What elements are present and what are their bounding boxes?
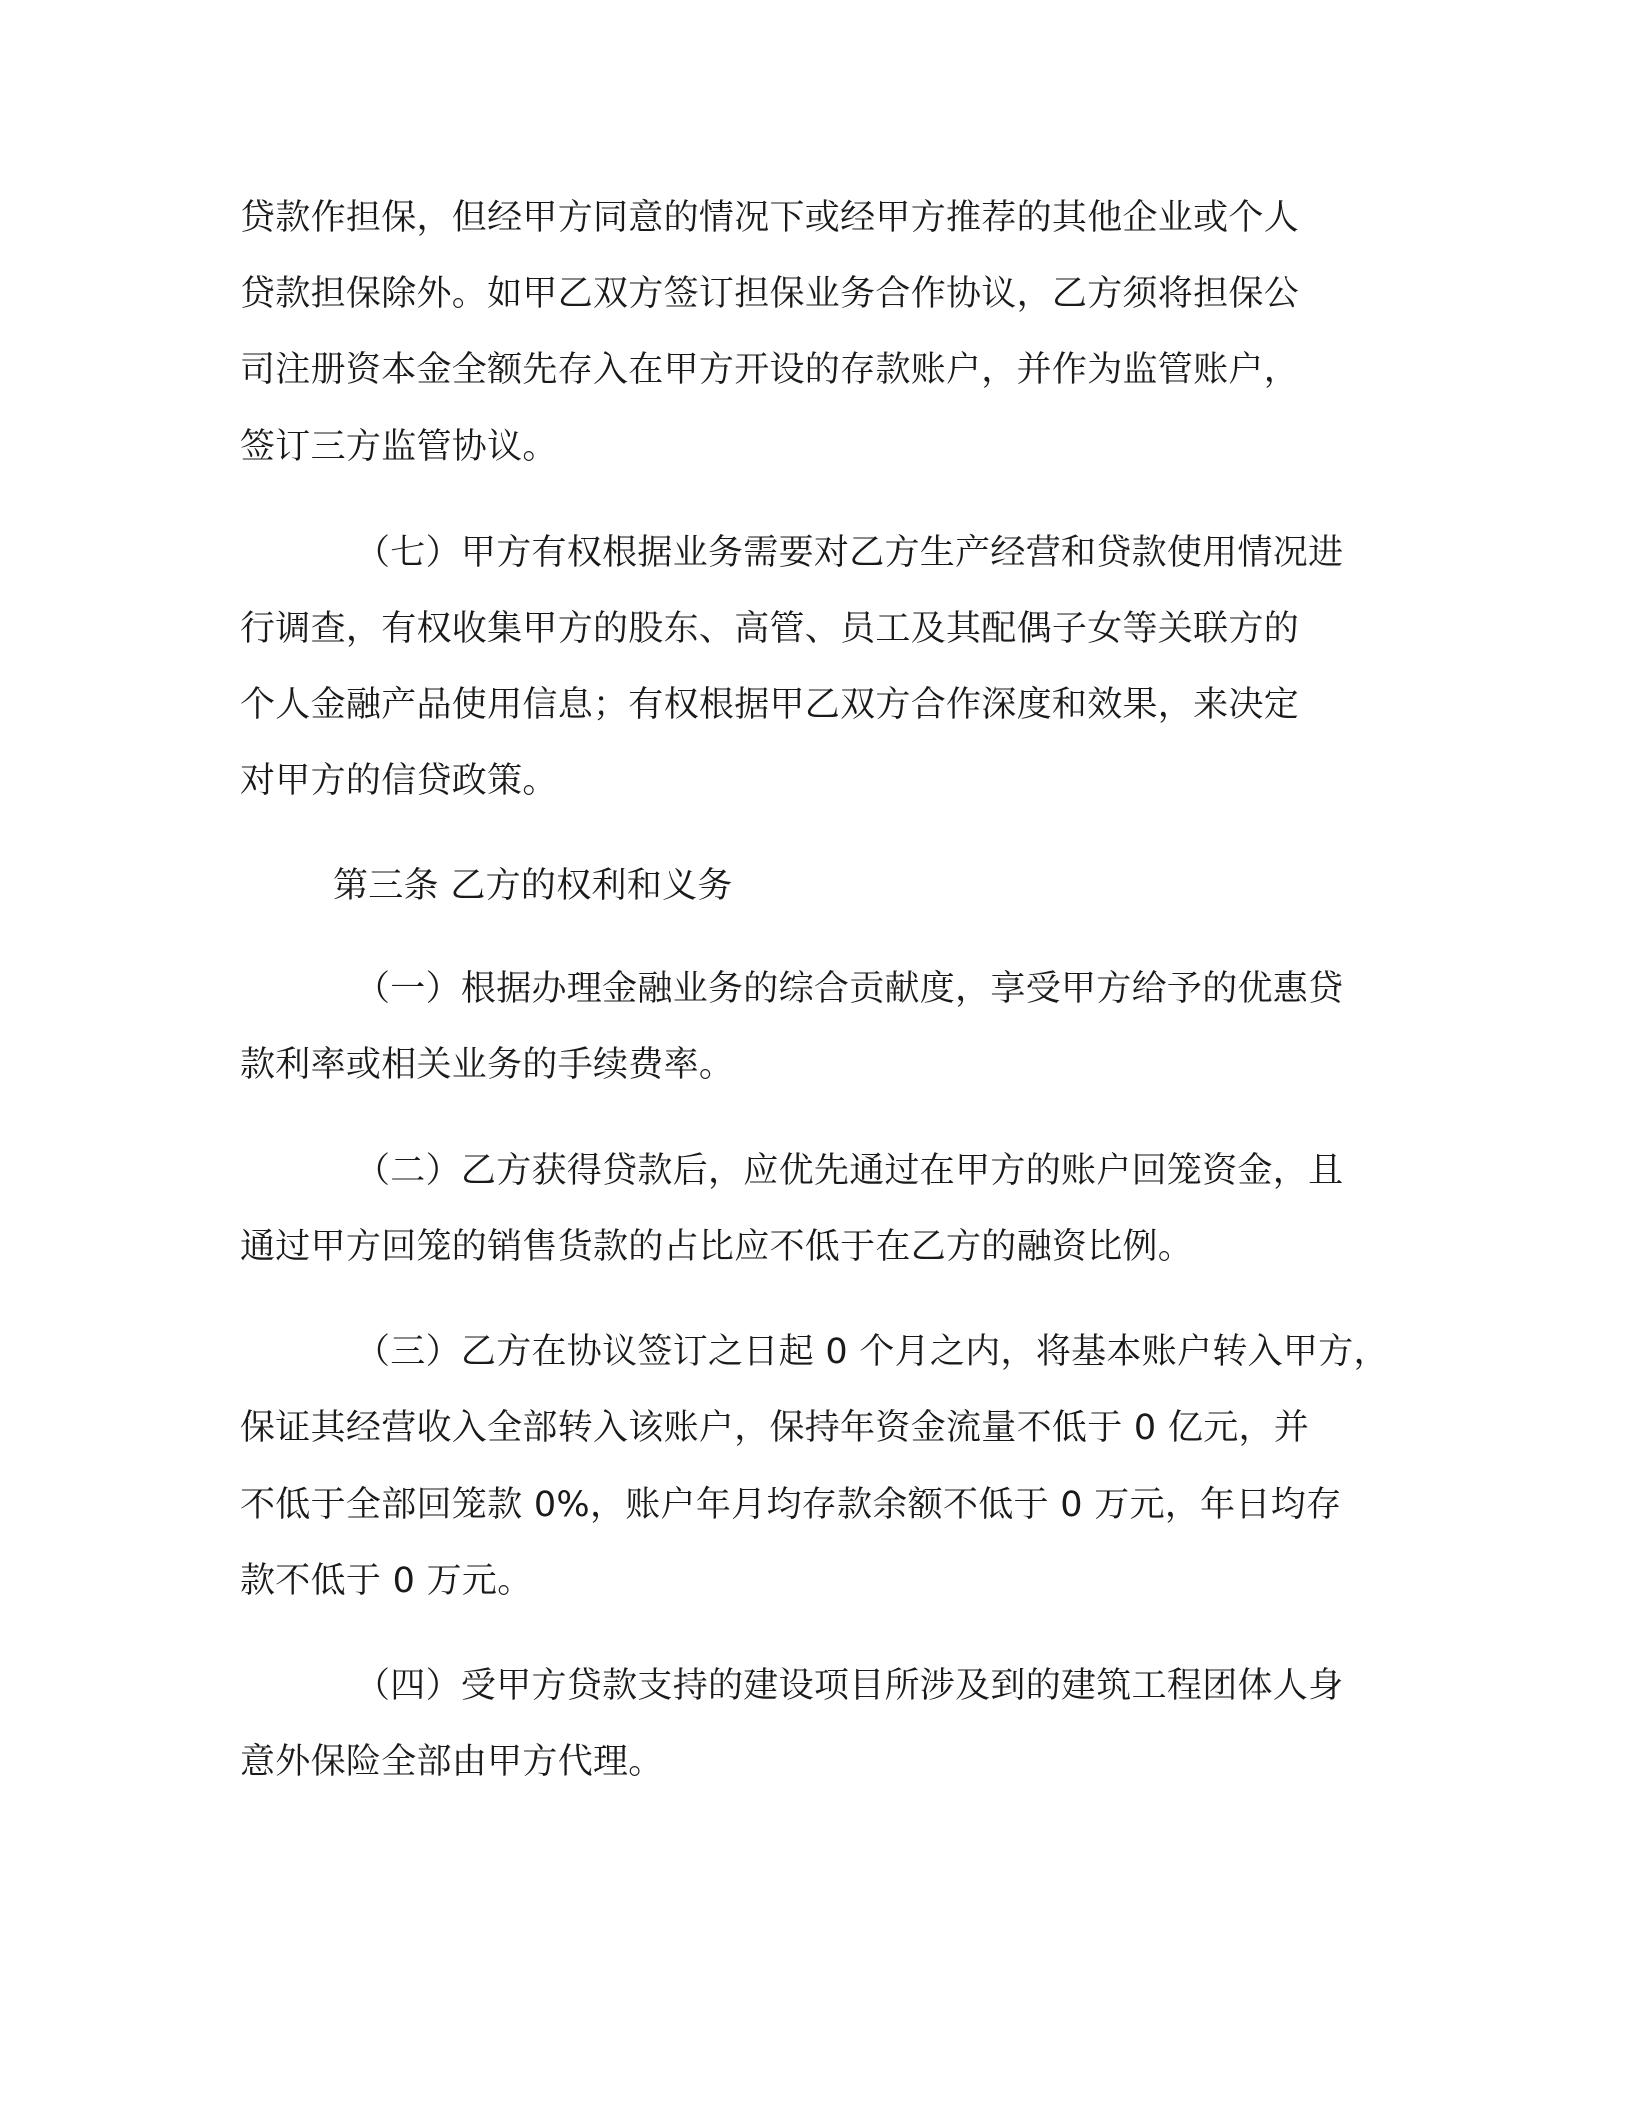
text-line: 通过甲方回笼的销售货款的占比应不低于在乙方的融资比例。 [240,1227,1194,1267]
text-line: 对甲方的信贷政策。 [240,761,558,801]
text-line: 款不低于 0 万元。 [240,1561,533,1601]
text-line: 款利率或相关业务的手续费率。 [240,1045,735,1085]
text-line: 贷款作担保，但经甲方同意的情况下或经甲方推荐的其他企业或个人 [240,198,1300,238]
text-line: 司注册资本金全额先存入在甲方开设的存款账户，并作为监管账户， [240,350,1300,390]
text-line: 不低于全部回笼款 0%，账户年月均存款余额不低于 0 万元，年日均存 [240,1485,1342,1525]
text-line: 意外保险全部由甲方代理。 [240,1742,664,1782]
text-line: 保证其经营收入全部转入该账户，保持年资金流量不低于 0 亿元，并 [240,1408,1310,1448]
text-line: 行调查，有权收集甲方的股东、高管、员工及其配偶子女等关联方的 [240,609,1300,649]
article-3-heading: 第三条 乙方的权利和义务 [333,866,733,906]
text-line: （七）甲方有权根据业务需要对乙方生产经营和贷款使用情况进 [355,533,1344,573]
text-line: （四）受甲方贷款支持的建设项目所涉及到的建筑工程团体人身 [355,1666,1344,1706]
text-line: 贷款担保除外。如甲乙双方签订担保业务合作协议，乙方须将担保公 [240,274,1300,314]
text-line: （一）根据办理金融业务的综合贡献度，享受甲方给予的优惠贷 [355,969,1344,1009]
text-line: 个人金融产品使用信息；有权根据甲乙双方合作深度和效果，来决定 [240,685,1300,725]
text-line: 签订三方监管协议。 [240,427,558,467]
text-line: （三）乙方在协议签订之日起 0 个月之内，将基本账户转入甲方， [355,1332,1389,1372]
text-line: （二）乙方获得贷款后，应优先通过在甲方的账户回笼资金，且 [355,1151,1344,1191]
